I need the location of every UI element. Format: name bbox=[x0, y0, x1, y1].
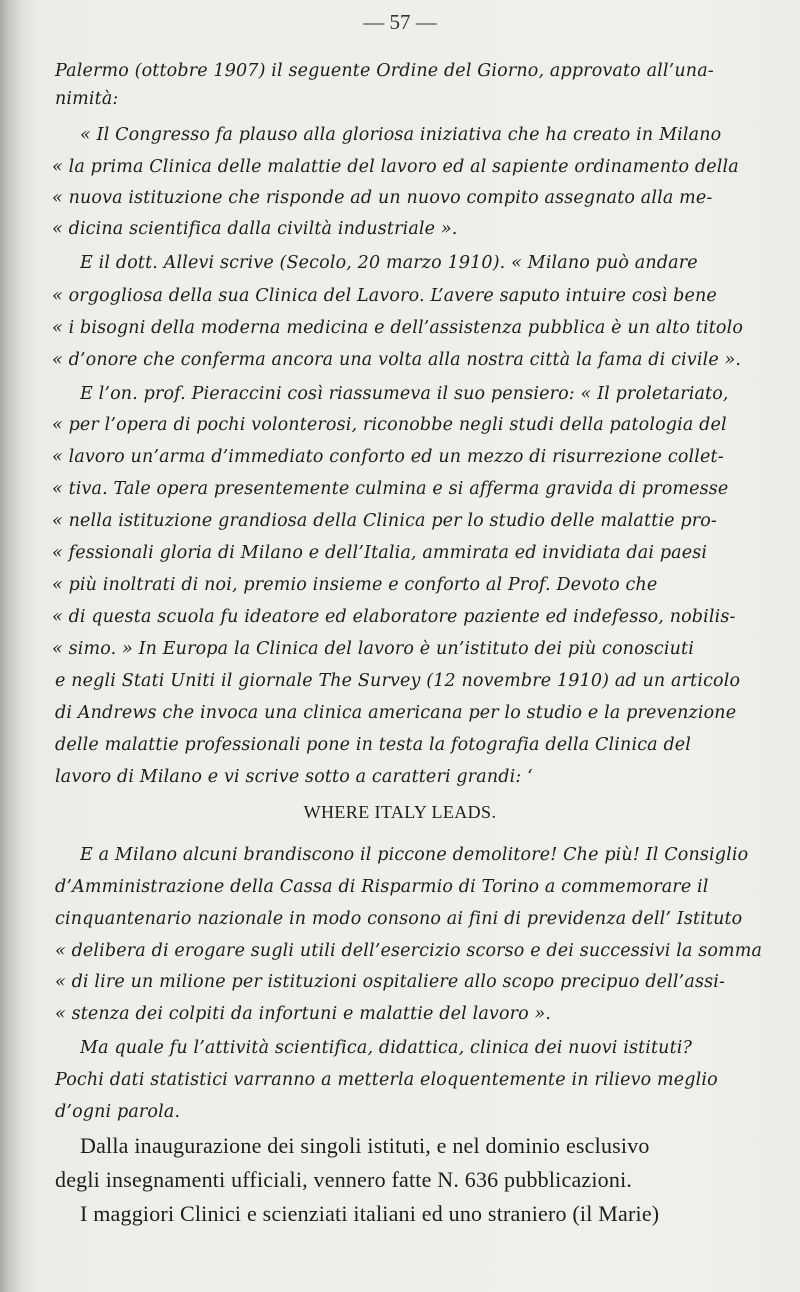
text-line: « delibera di erogare sugli utili dell’esercizio scorso e dei successivi la somma bbox=[55, 941, 763, 961]
text-line: « di lire un milione per istituzioni ospitaliere allo scopo precipuo dell’assi- bbox=[55, 972, 726, 992]
text-line: « orgogliosa della sua Clinica del Lavoro. L’avere saputo intuire così bene bbox=[52, 286, 717, 306]
text-line: E il dott. Allevi scrive (Secolo, 20 marzo 1910). « Milano può andare bbox=[80, 253, 698, 273]
text-line: Palermo (ottobre 1907) il seguente Ordine del Giorno, approvato all’una- bbox=[55, 61, 714, 81]
text-line: « per l’opera di pochi volonterosi, riconobbe negli studi della patologia del bbox=[52, 415, 727, 435]
text-line: cinquantenario nazionale in modo consono ai fini di previdenza dell’ Istituto bbox=[55, 909, 743, 929]
page-number: — 57 — bbox=[363, 10, 437, 34]
text-line: Pochi dati statistici varranno a metterla eloquentemente in rilievo meglio bbox=[55, 1070, 718, 1090]
text-line: « d’onore che conferma ancora una volta alla nostra città la fama di civile ». bbox=[52, 350, 742, 370]
text-line: « di questa scuola fu ideatore ed elaboratore paziente ed indefesso, nobilis- bbox=[52, 607, 736, 627]
text-line: lavoro di Milano e vi scrive sotto a caratteri grandi: ‘ bbox=[55, 767, 533, 787]
text-line: di Andrews che invoca una clinica americana per lo studio e la prevenzione bbox=[55, 703, 737, 723]
text-line: degli insegnamenti ufficiali, vennero fatte N. 636 pubblicazioni. bbox=[55, 1167, 633, 1192]
text-line: d’ogni parola. bbox=[55, 1102, 181, 1122]
text-line: « dicina scientifica dalla civiltà industriale ». bbox=[52, 219, 458, 239]
text-line: « la prima Clinica delle malattie del lavoro ed al sapiente ordinamento della bbox=[52, 157, 739, 177]
text-line: « Il Congresso fa plauso alla gloriosa iniziativa che ha creato in Milano bbox=[80, 125, 722, 145]
text-line: delle malattie professionali pone in testa la fotografia della Clinica del bbox=[55, 735, 692, 755]
text-line: « fessionali gloria di Milano e dell’Italia, ammirata ed invidiata dai paesi bbox=[52, 543, 708, 563]
text-line: E l’on. prof. Pieraccini così riassumeva il suo pensiero: « Il proletariato, bbox=[80, 384, 729, 404]
text-line: d’Amministrazione della Cassa di Risparmio di Torino a commemorare il bbox=[55, 877, 709, 897]
text-line: « i bisogni della moderna medicina e dell’assistenza pubblica è un alto titolo bbox=[52, 318, 744, 338]
text-line: « più inoltrati di noi, premio insieme e conforto al Prof. Devoto che bbox=[52, 575, 658, 595]
text-line: « nella istituzione grandiosa della Clinica per lo studio delle malattie pro- bbox=[52, 511, 717, 531]
text-line: Ma quale fu l’attività scientifica, didattica, clinica dei nuovi istituti? bbox=[80, 1038, 693, 1058]
text-line: E a Milano alcuni brandiscono il piccone demolitore! Che più! Il Consiglio bbox=[80, 845, 749, 865]
text-line: « tiva. Tale opera presentemente culmina e si afferma gravida di promesse bbox=[52, 479, 729, 499]
text-line: « stenza dei colpiti da infortuni e malattie del lavoro ». bbox=[55, 1004, 552, 1024]
text-line: Dalla inaugurazione dei singoli istituti, e nel dominio esclusivo bbox=[80, 1133, 650, 1158]
binding-shadow bbox=[0, 0, 22, 1292]
text-line: « nuova istituzione che risponde ad un nuovo compito assegnato alla me- bbox=[52, 188, 713, 208]
text-line: e negli Stati Uniti il giornale The Survey (12 novembre 1910) ad un articolo bbox=[55, 671, 741, 691]
text-line: « simo. » In Europa la Clinica del lavoro è un’istituto dei più conosciuti bbox=[52, 639, 694, 659]
text-line: I maggiori Clinici e scienziati italiani ed uno straniero (il Marie) bbox=[80, 1201, 660, 1226]
text-line: « lavoro un’arma d’immediato conforto ed un mezzo di risurrezione collet- bbox=[52, 447, 724, 467]
text-line: nimità: bbox=[55, 89, 119, 109]
quoted-headline: WHERE ITALY LEADS. bbox=[303, 802, 497, 822]
